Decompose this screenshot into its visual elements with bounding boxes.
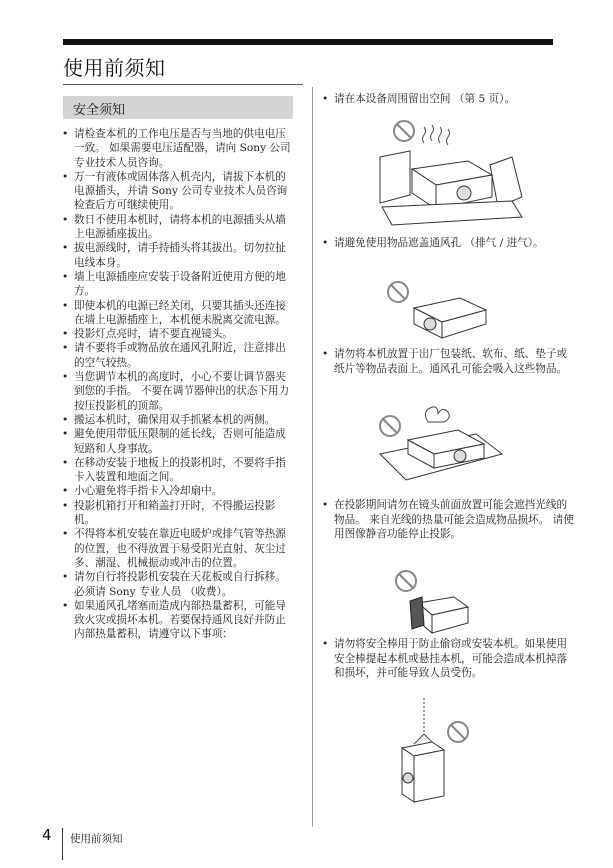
list-item: • 请检查本机的工作电压是否与当地的供电电压一致。 如果需要电压适配器，请向 Sony 公司专业技术人员咨询。 xyxy=(62,127,294,170)
list-item: • 请避免使用物品遮盖通风孔 （排气 / 进气）。 xyxy=(322,236,574,251)
list-item: • 搬运本机时，确保用双手抓紧本机的两侧。 xyxy=(62,413,294,427)
projector-clearance-illustration xyxy=(372,117,532,227)
heat-waves-icon xyxy=(423,125,450,145)
security-bar-illustration xyxy=(392,698,476,810)
title-underline xyxy=(63,84,303,85)
page-number: 4 xyxy=(42,826,52,844)
list-item: • 请勿将本机放置于出厂包装纸、软布、纸、垫子或纸片等物品表面上。通风孔可能会吸入这些物品。 xyxy=(322,347,574,376)
prohibition-icon xyxy=(448,722,468,742)
list-item: • 不得将本机安装在靠近电暖炉或排气管等热源的位置，也不得放置于易受阳光直射、灰尘过多、潮湿、机械振动或冲击的位置。 xyxy=(62,527,294,570)
list-item: • 请在本设备周围留出空间 （第 5 页）。 xyxy=(322,92,574,107)
prohibition-icon xyxy=(388,282,408,302)
prohibition-icon xyxy=(394,121,414,141)
list-item: • 当您调节本机的高度时，小心不要让调节器夹到您的手指。 不要在调节器伸出的状态下用力按压投影机的顶部。 xyxy=(62,370,294,413)
list-item: • 墙上电源插座应安装于设备附近使用方便的地方。 xyxy=(62,270,294,299)
list-item: • 拔电源线时，请手持插头将其拔出。切勿拉扯电线本身。 xyxy=(62,241,294,270)
list-item: • 万一有液体或固体落入机壳内，请拔下本机的电源插头，并请 Sony 公司专业技术人员咨询检查后方可继续使用。 xyxy=(62,170,294,213)
list-item: • 如果通风孔堵塞而造成内部热量蓄积，可能导致火灾或损坏本机。若要保持通风良好并防止内部热量蓄积，请遵守以下事项： xyxy=(62,599,294,642)
column-divider xyxy=(312,87,313,827)
section-title: 安全须知 xyxy=(73,103,126,118)
list-item: • 即使本机的电源已经关闭，只要其插头还连接在墙上电源插座上，本机便未脱离交流电源。 xyxy=(62,299,294,328)
paper-under-projector-illustration xyxy=(376,404,504,482)
list-item: • 数日不使用本机时，请将本机的电源插头从墙上电源插座拔出。 xyxy=(62,213,294,242)
list-item: • 请勿自行将投影机安装在天花板或自行拆移。必须请 Sony 专业人员 （收费）。 xyxy=(62,570,294,599)
left-column-list xyxy=(62,127,294,642)
object-before-lens-illustration xyxy=(392,567,472,637)
page-title: 使用前须知 xyxy=(63,56,166,80)
covered-vent-illustration xyxy=(384,278,494,340)
list-item: • 投影机箱打开和箱盖打开时，不得搬运投影机。 xyxy=(62,499,294,528)
footer-label: 使用前须知 xyxy=(70,833,123,845)
list-item: • 在移动安装于地板上的投影机时，不要将手指卡入装置和地面之间。 xyxy=(62,456,294,485)
prohibition-icon xyxy=(396,571,416,591)
header-rule-thick xyxy=(63,39,553,45)
list-item: • 在投影期间请勿在镜头前面放置可能会遮挡光线的物品。 来自光线的热量可能会造成物品损坏。 请使用图像静音功能停止投影。 xyxy=(322,498,574,542)
prohibition-icon xyxy=(380,416,400,436)
list-item: • 小心避免将手指卡入冷却扇中。 xyxy=(62,484,294,498)
footer-divider xyxy=(62,828,63,860)
list-item: • 投影灯点亮时，请不要直视镜头。 xyxy=(62,327,294,341)
list-item: • 请勿将安全棒用于防止偷窃或安装本机。如果使用安全棒提起本机或悬挂本机，可能会造成本机掉落和损坏，并可能导致人员受伤。 xyxy=(322,637,574,681)
list-item: • 避免使用带低压限制的延长线，否则可能造成短路和人身事故。 xyxy=(62,427,294,456)
list-item: • 请不要将手或物品放在通风孔附近，注意排出的空气较热。 xyxy=(62,341,294,370)
